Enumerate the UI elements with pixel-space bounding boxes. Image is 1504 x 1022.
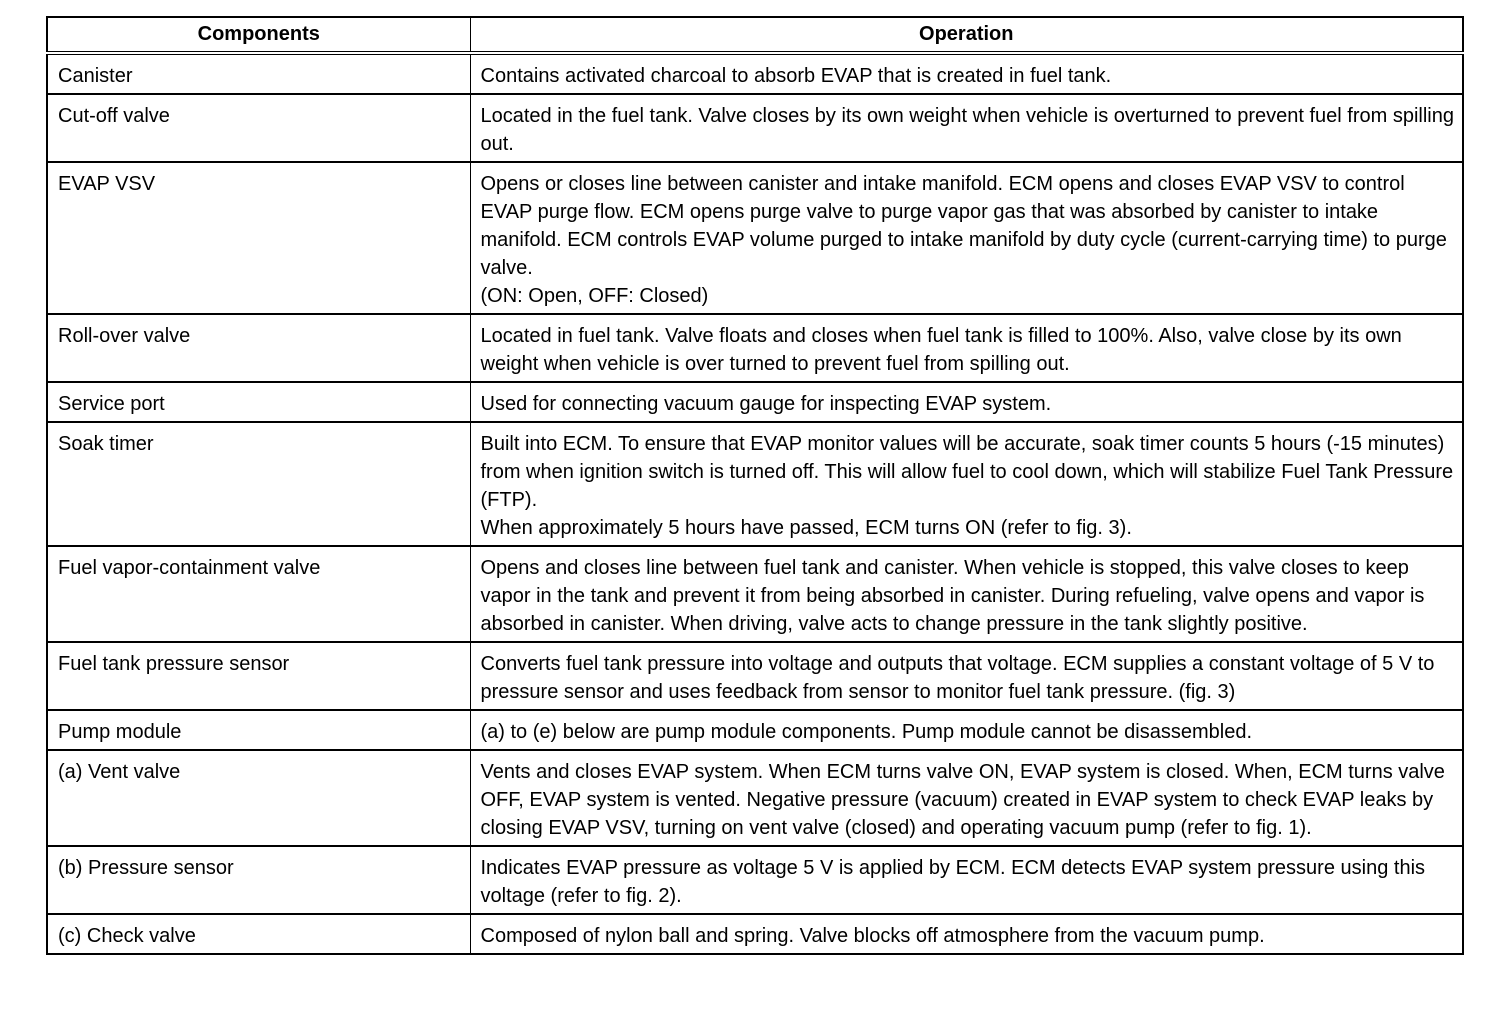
operation-cell: Opens and closes line between fuel tank and canister. When vehicle is stopped, this valve closes to keep vapor in the tank and prevent it from being absorbed in canister. During refueling, valve opens and vapor is absorbed in canister. When driving, valve acts to change pressure in the tank slightly positive.	[470, 546, 1463, 642]
table-row	[47, 914, 1463, 954]
table-row	[47, 642, 1463, 710]
header-operation: Operation	[470, 17, 1463, 53]
components-table	[46, 16, 1464, 955]
component-cell: Pump module	[47, 710, 470, 750]
component-cell: (c) Check valve	[47, 914, 470, 954]
operation-cell: Opens or closes line between canister and intake manifold. ECM opens and closes EVAP VSV to control EVAP purge flow. ECM opens purge valve to purge vapor gas that was absorbed by canister to intake manifold. ECM controls EVAP volume purged to intake manifold by duty cycle (current-carrying time) to purge valve. (ON: Open, OFF: Closed)	[470, 162, 1463, 314]
header-row	[47, 17, 1463, 53]
component-cell: Cut-off valve	[47, 94, 470, 162]
table-row	[47, 710, 1463, 750]
operation-cell: Contains activated charcoal to absorb EVAP that is created in fuel tank.	[470, 53, 1463, 94]
table-row	[47, 422, 1463, 546]
operation-cell: Vents and closes EVAP system. When ECM turns valve ON, EVAP system is closed. When, ECM turns valve OFF, EVAP system is vented. Negative pressure (vacuum) created in EVAP system to check EVAP leaks by closing EVAP VSV, turning on vent valve (closed) and operating vacuum pump (refer to fig. 1).	[470, 750, 1463, 846]
operation-cell: Built into ECM. To ensure that EVAP monitor values will be accurate, soak timer counts 5 hours (-15 minutes) from when ignition switch is turned off. This will allow fuel to cool down, which will stabilize Fuel Tank Pressure (FTP). When approximately 5 hours have passed, ECM turns ON (refer to fig. 3).	[470, 422, 1463, 546]
table-row	[47, 53, 1463, 94]
table-row	[47, 94, 1463, 162]
component-cell: Fuel tank pressure sensor	[47, 642, 470, 710]
operation-cell: Located in the fuel tank. Valve closes by its own weight when vehicle is overturned to prevent fuel from spilling out.	[470, 94, 1463, 162]
component-cell: EVAP VSV	[47, 162, 470, 314]
operation-cell: Composed of nylon ball and spring. Valve blocks off atmosphere from the vacuum pump.	[470, 914, 1463, 954]
component-cell: Roll-over valve	[47, 314, 470, 382]
table-row	[47, 162, 1463, 314]
operation-cell: Indicates EVAP pressure as voltage 5 V is applied by ECM. ECM detects EVAP system pressure using this voltage (refer to fig. 2).	[470, 846, 1463, 914]
table-row	[47, 314, 1463, 382]
header-components: Components	[47, 17, 470, 53]
component-cell: Soak timer	[47, 422, 470, 546]
component-cell: Service port	[47, 382, 470, 422]
operation-cell: (a) to (e) below are pump module components. Pump module cannot be disassembled.	[470, 710, 1463, 750]
table-row	[47, 382, 1463, 422]
operation-cell: Located in fuel tank. Valve floats and closes when fuel tank is filled to 100%. Also, valve close by its own weight when vehicle is over turned to prevent fuel from spilling out.	[470, 314, 1463, 382]
component-cell: (b) Pressure sensor	[47, 846, 470, 914]
component-cell: Fuel vapor-containment valve	[47, 546, 470, 642]
component-cell: Canister	[47, 53, 470, 94]
table-row	[47, 750, 1463, 846]
component-cell: (a) Vent valve	[47, 750, 470, 846]
table-row	[47, 546, 1463, 642]
operation-cell: Used for connecting vacuum gauge for inspecting EVAP system.	[470, 382, 1463, 422]
operation-cell: Converts fuel tank pressure into voltage and outputs that voltage. ECM supplies a constant voltage of 5 V to pressure sensor and uses feedback from sensor to monitor fuel tank pressure. (fig. 3)	[470, 642, 1463, 710]
table-row	[47, 846, 1463, 914]
